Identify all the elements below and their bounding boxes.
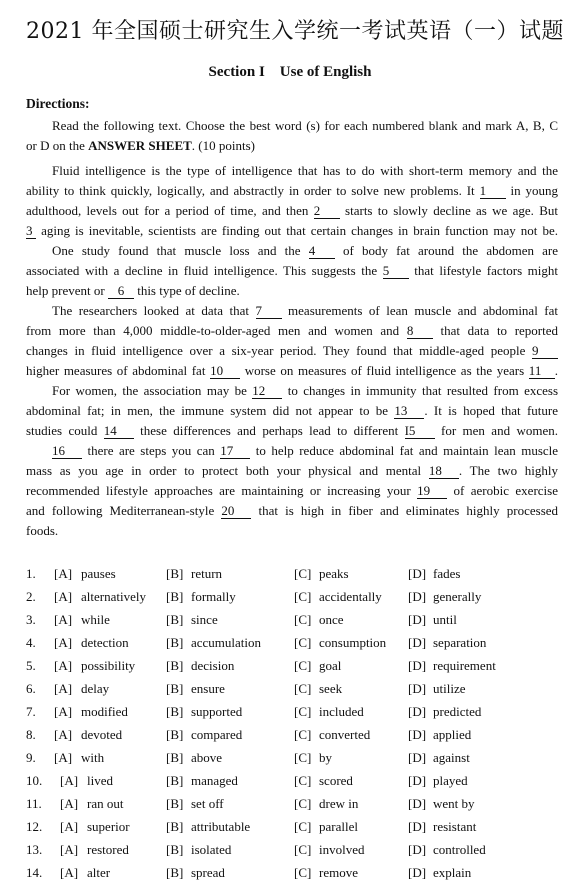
choice-letter-b: [B] [166,842,184,857]
blank-6[interactable]: 6 [108,283,134,299]
choice-letter-d: [D] [408,727,427,742]
choice-option-a[interactable]: alter [87,865,111,880]
choice-letter-b: [B] [166,589,184,604]
choice-letter-d: [D] [408,658,427,673]
choice-option-c[interactable]: remove [319,865,358,880]
choice-option-d[interactable]: utilize [433,681,466,696]
choice-letter-c: [C] [294,658,312,673]
choice-letter-d: [D] [408,842,427,857]
directions-heading: Directions: [26,96,90,111]
choice-option-c[interactable]: goal [319,658,342,673]
choice-letter-c: [C] [294,566,312,581]
choice-letter-c: [C] [294,796,312,811]
choice-letter-d: [D] [408,773,427,788]
choice-option-c[interactable]: converted [319,727,371,742]
choice-letter-b: [B] [166,704,184,719]
choice-letter-c: [C] [294,842,312,857]
option-row [26,817,566,837]
choice-option-b[interactable]: since [191,612,218,627]
choice-letter-b: [B] [166,658,184,673]
option-row [26,840,566,860]
choice-letter-d: [D] [408,612,427,627]
choice-option-b[interactable]: supported [191,704,243,719]
choice-option-c[interactable]: drew in [319,796,359,811]
choice-option-a[interactable]: pauses [81,566,116,581]
choice-option-c[interactable]: involved [319,842,365,857]
option-row [26,633,566,653]
blank-18[interactable]: 18 [429,463,459,479]
blank-13[interactable]: 13 [394,403,424,419]
blank-20[interactable]: 20 [221,503,251,519]
option-row [26,587,566,607]
instruction-line-2: or D on the ANSWER SHEET. (10 points) [26,138,255,153]
exam-title: 2021 年全国硕士研究生入学统一考试英语（一）试题 [26,19,564,44]
choice-letter-a: [A] [60,819,79,834]
choice-option-d[interactable]: explain [433,865,472,880]
choice-option-a[interactable]: detection [81,635,129,650]
choice-letter-b: [B] [166,635,184,650]
question-number: 13. [26,842,43,857]
choice-letter-a: [A] [60,773,79,788]
question-number: 8. [26,727,36,742]
passage-line: abdominal fat; in men, the immune system did not appear to be 13 . It is hoped that future [26,403,558,418]
blank-14[interactable]: 14 [104,423,134,439]
choice-letter-c: [C] [294,635,312,650]
choice-letter-c: [C] [294,750,312,765]
choice-letter-b: [B] [166,750,184,765]
question-number: 1. [26,566,36,581]
choice-letter-b: [B] [166,612,184,627]
blank-11[interactable]: 11 [529,363,555,379]
choice-letter-c: [C] [294,865,312,880]
blank-4[interactable]: 4 [309,243,335,259]
passage-line: and following Mediterranean-style 20 that is high in fiber and eliminates highly processed [26,503,559,518]
option-row [26,748,566,768]
blank-17[interactable]: 17 [220,443,250,459]
blank-5[interactable]: 5 [383,263,409,279]
choice-option-d[interactable]: fades [433,566,461,581]
choice-option-d[interactable]: applied [433,727,472,742]
choice-letter-b: [B] [166,566,184,581]
blank-10[interactable]: 10 [210,363,240,379]
passage-line: higher measures of abdominal fat 10 worse on measures of fluid intelligence as the years 11 . [26,363,559,378]
answer-sheet-label: ANSWER SHEET [88,138,192,153]
option-row [26,610,566,630]
blank-2[interactable]: 2 [314,203,340,219]
passage-line: studies could 14 these differences and perhaps lead to different I5 for men and women. [26,423,558,438]
choice-option-d[interactable]: separation [433,635,487,650]
choice-letter-d: [D] [408,796,427,811]
choice-letter-b: [B] [166,819,184,834]
choice-option-a[interactable]: alternatively [81,589,146,604]
passage-line: Fluid intelligence is the type of intelligence that has to do with short-term memory and the [52,163,558,178]
choice-option-a[interactable]: superior [87,819,130,834]
passage-line: help prevent or 6 this type of decline. [26,283,240,298]
choice-letter-d: [D] [408,566,427,581]
choice-option-b[interactable]: decision [191,658,235,673]
passage-line: recommended lifestyle approaches are maintaining or increasing your 19 of aerobic exercise [26,483,558,498]
blank-8[interactable]: 8 [407,323,433,339]
question-number: 12. [26,819,43,834]
choice-letter-c: [C] [294,704,312,719]
choice-option-d[interactable]: resistant [433,819,477,834]
choice-option-a[interactable]: possibility [81,658,136,673]
choice-option-a[interactable]: delay [81,681,110,696]
choice-letter-c: [C] [294,773,312,788]
choice-option-a[interactable]: with [81,750,105,765]
option-row [26,656,566,676]
choice-option-c[interactable]: consumption [319,635,387,650]
choice-option-c[interactable]: by [319,750,332,765]
choice-letter-b: [B] [166,796,184,811]
choice-option-d[interactable]: played [433,773,468,788]
passage-line: One study found that muscle loss and the 4 of body fat around the abdomen are [52,243,559,258]
question-number: 9. [26,750,36,765]
choice-option-b[interactable]: set off [191,796,224,811]
blank-3[interactable]: 3 [26,223,36,239]
choice-letter-a: [A] [60,865,79,880]
choice-letter-d: [D] [408,681,427,696]
choice-option-a[interactable]: modified [81,704,128,719]
choice-letter-a: [A] [54,589,73,604]
choice-letter-a: [A] [54,727,73,742]
choice-option-a[interactable]: ran out [87,796,124,811]
choice-letter-a: [A] [60,796,79,811]
option-row [26,702,566,722]
question-number: 5. [26,658,36,673]
option-row [26,564,566,584]
choice-option-d[interactable]: controlled [433,842,486,857]
choice-letter-b: [B] [166,865,184,880]
question-number: 14. [26,865,43,880]
choice-option-a[interactable]: devoted [81,727,123,742]
question-number: 10. [26,773,43,788]
passage-line: The researchers looked at data that 7 measurements of lean muscle and abdominal fat [52,303,559,318]
choice-option-c[interactable]: once [319,612,344,627]
choice-option-d[interactable]: generally [433,589,482,604]
blank-15[interactable]: I5 [405,423,435,439]
choice-option-b[interactable]: compared [191,727,243,742]
choice-option-d[interactable]: went by [433,796,475,811]
option-row [26,679,566,699]
choice-letter-d: [D] [408,589,427,604]
passage-line: from more than 4,000 middle-to-older-aged men and women and 8 that data to reported [26,323,559,338]
choice-option-a[interactable]: while [81,612,110,627]
choice-letter-d: [D] [408,865,427,880]
choice-letter-a: [A] [54,704,73,719]
choice-letter-a: [A] [54,681,73,696]
blank-7[interactable]: 7 [256,303,282,319]
option-row [26,794,566,814]
choice-letter-a: [A] [54,612,73,627]
choice-letter-a: [A] [60,842,79,857]
choice-option-b[interactable]: return [191,566,223,581]
choice-letter-d: [D] [408,750,427,765]
passage-line: foods. [26,523,59,538]
choice-letter-b: [B] [166,727,184,742]
choice-letter-c: [C] [294,589,312,604]
choice-option-b[interactable]: formally [191,589,236,604]
choice-letter-c: [C] [294,681,312,696]
question-number: 7. [26,704,36,719]
choice-letter-c: [C] [294,727,312,742]
choice-option-c[interactable]: included [319,704,364,719]
choice-option-a[interactable]: lived [87,773,113,788]
choice-option-d[interactable]: against [433,750,470,765]
question-number: 3. [26,612,36,627]
question-number: 6. [26,681,36,696]
passage-line: For women, the association may be 12 to changes in immunity that resulted from excess [52,383,559,398]
choice-letter-b: [B] [166,773,184,788]
choice-option-c[interactable]: accidentally [319,589,382,604]
choice-letter-a: [A] [54,635,73,650]
blank-19[interactable]: 19 [417,483,447,499]
passage-line: ability to think quickly, logically, and abstractly in order to solve new problems. It 1 in young [26,183,558,198]
choice-option-b[interactable]: isolated [191,842,232,857]
question-number: 4. [26,635,36,650]
choice-letter-a: [A] [54,750,73,765]
passage-line: associated with a decline in fluid intelligence. This suggests the 5 that lifestyle factors might [26,263,559,278]
choice-letter-c: [C] [294,819,312,834]
choice-letter-a: [A] [54,566,73,581]
choice-option-a[interactable]: restored [87,842,129,857]
question-number: 2. [26,589,36,604]
choice-option-b[interactable]: spread [191,865,225,880]
blank-16[interactable]: 16 [52,443,82,459]
choice-option-c[interactable]: peaks [319,566,349,581]
choice-option-b[interactable]: attributable [191,819,251,834]
choice-letter-b: [B] [166,681,184,696]
passage-line: adulthood, levels out for a period of time, and then 2 starts to slowly decline as we age. But [26,203,559,218]
choice-option-d[interactable]: requirement [433,658,496,673]
passage-line: 16 there are steps you can 17 to help reduce abdominal fat and maintain lean muscle [52,443,559,458]
option-row [26,771,566,791]
choice-letter-a: [A] [54,658,73,673]
section-heading: Section I Use of English [208,64,372,80]
choice-option-c[interactable]: parallel [319,819,358,834]
choice-option-b[interactable]: managed [191,773,238,788]
option-row [26,725,566,745]
question-number: 11. [26,796,42,811]
passage-line: 3 aging is inevitable, scientists are finding out that certain changes in brain function may not be. [26,223,558,238]
choice-option-d[interactable]: predicted [433,704,482,719]
passage-line: mass as you age in order to protect both your physical and mental 18 . The two highly [26,463,559,478]
passage-line: changes in fluid intelligence over a six-year period. They found that middle-aged people 9 [26,341,558,360]
choice-option-b[interactable]: ensure [191,681,225,696]
instruction-line-1: Read the following text. Choose the best word (s) for each numbered blank and mark A, B, C [52,118,558,133]
option-row [26,863,566,883]
choice-letter-d: [D] [408,819,427,834]
choice-letter-d: [D] [408,635,427,650]
choice-option-c[interactable]: scored [319,773,353,788]
choice-option-b[interactable]: above [191,750,223,765]
blank-1[interactable]: 1 [480,183,506,199]
choice-option-b[interactable]: accumulation [191,635,262,650]
blank-9[interactable]: 9 [532,343,558,359]
choice-letter-c: [C] [294,612,312,627]
blank-12[interactable]: 12 [252,383,282,399]
choice-option-d[interactable]: until [433,612,457,627]
choice-letter-d: [D] [408,704,427,719]
choice-option-c[interactable]: seek [319,681,343,696]
